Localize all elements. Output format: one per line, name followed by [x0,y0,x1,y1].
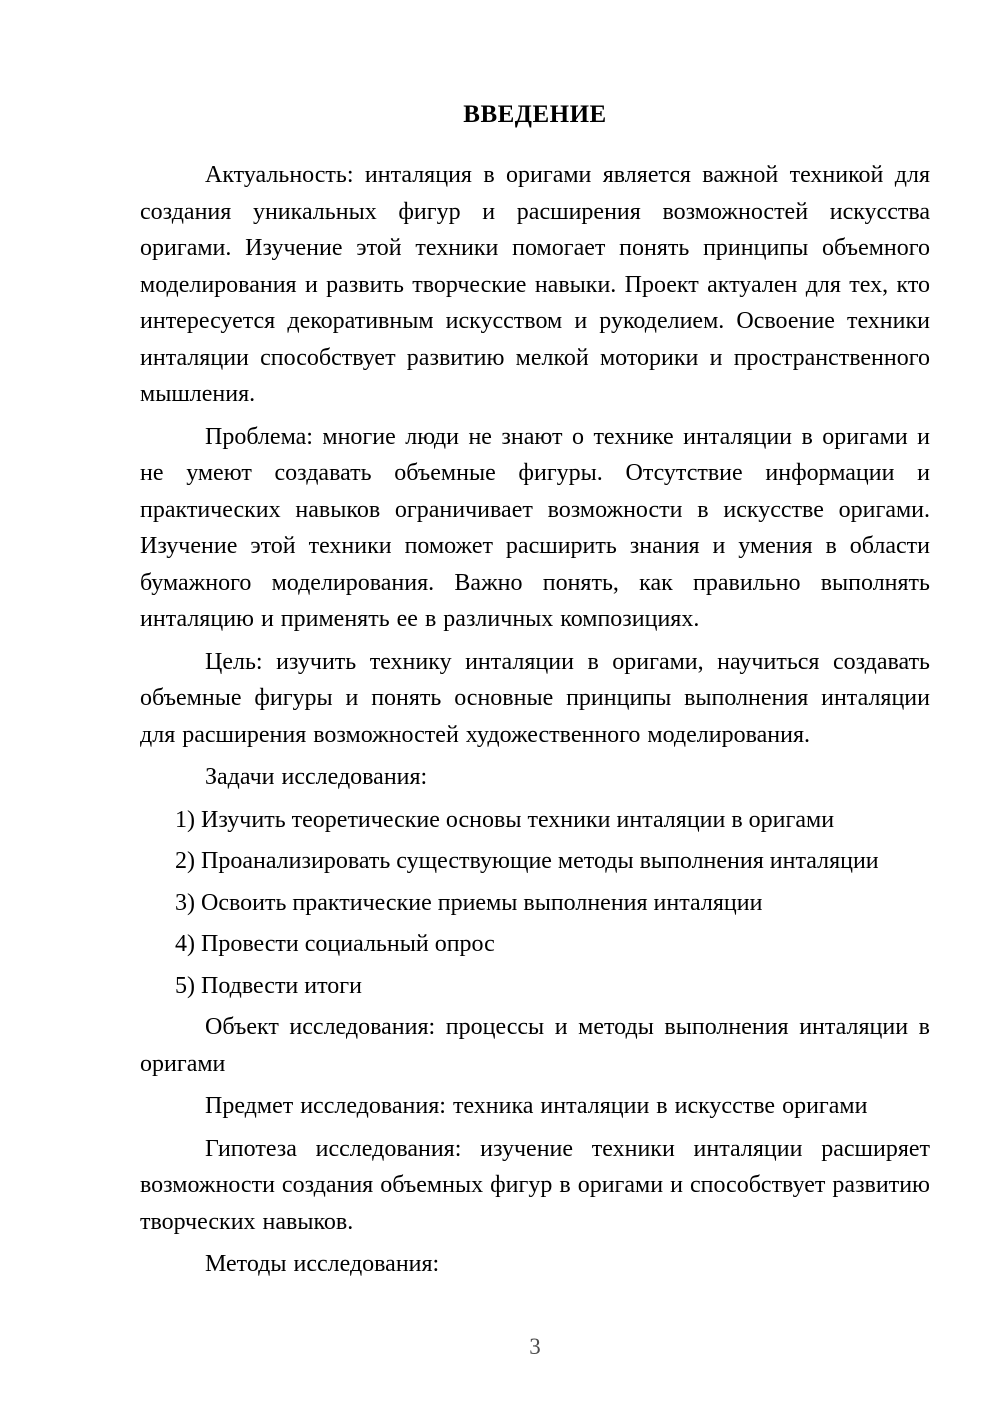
paragraph-object: Объект исследования: процессы и методы выполнения инталяции в оригами [140,1014,930,1077]
tasks-heading: Задачи исследования: [205,764,428,790]
paragraph-relevance: Актуальность: инталяция в оригами является важной техникой для создания уникальных фигур и расширения возможностей искусства оригами. Изучение этой техники помогает понять принципы объемного моделирования и развить творческие навыки. Проект актуален для тех, кто интересуется декоративным искусством и рукоделием. Освоение техники инталяции способствует развитию мелкой моторики и пространственного мышления. [140,162,930,407]
paragraph-problem: Проблема: многие люди не знают о технике инталяции в оригами и не умеют создавать объемные фигуры. Отсутствие информации и практических навыков ограничивает возможности в искусстве оригами. Изучение этой техники поможет расширить знания и умения в области бумажного моделирования. Важно понять, как правильно выполнять инталяцию и применять ее в различных композициях. [140,423,930,632]
methods-heading: Методы исследования: [205,1251,440,1277]
paragraph-goal: Цель: изучить технику инталяции в оригами, научиться создавать объемные фигуры и понять основные принципы выполнения инталяции для расширения возможностей художественного моделирования. [140,648,930,748]
tasks-list [140,802,930,1005]
task-item-2: 2) Проанализировать существующие методы выполнения инталяции [175,848,879,874]
task-item-3: 3) Освоить практические приемы выполнения инталяции [175,889,763,916]
task-item-4: 4) Провести социальный опрос [175,931,495,957]
page-title: ВВЕДЕНИЕ [463,101,607,128]
paragraph-subject: Предмет исследования: техника инталяции в искусстве оригами [205,1093,868,1119]
task-item-1: 1) Изучить теоретические основы техники инталяции в оригами [175,806,835,833]
paragraph-hypothesis: Гипотеза исследования: изучение техники инталяции расширяет возможности создания объемных фигур в оригами и способствует развитию творческих навыков. [140,1135,930,1235]
page-number: 3 [529,1334,541,1359]
task-item-5: 5) Подвести итоги [175,972,362,999]
